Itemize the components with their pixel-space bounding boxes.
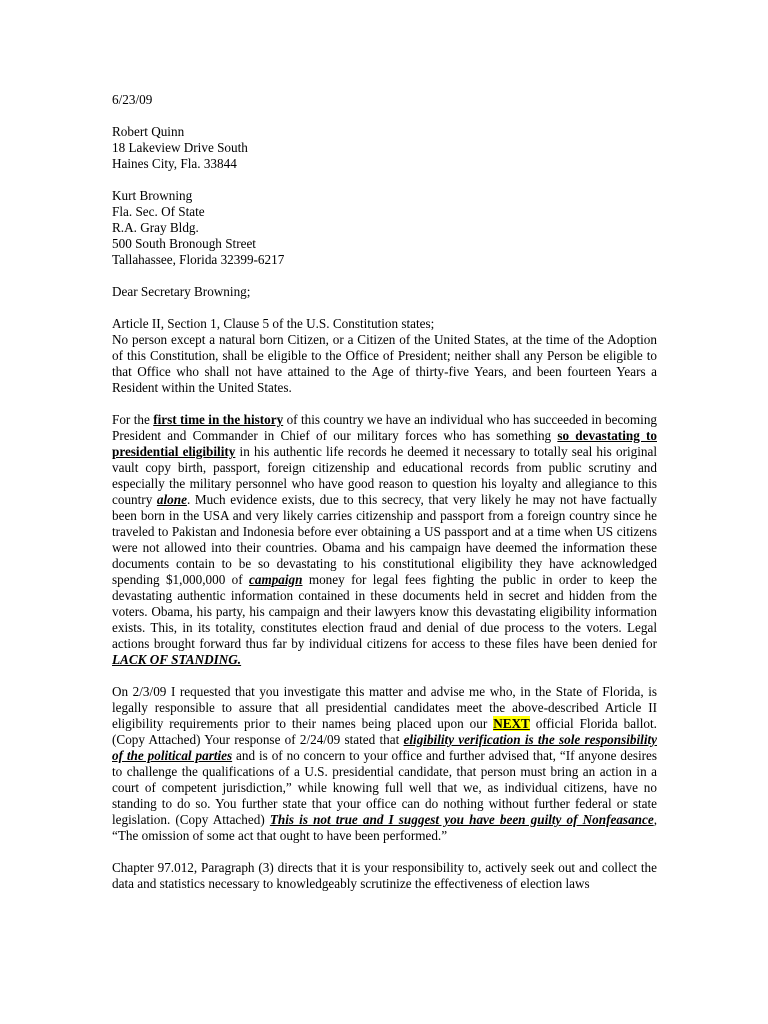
recipient-city: Tallahassee, Florida 32399-6217 — [112, 252, 285, 267]
p1-text-4: . Much evidence exists, due to this secrecy, that very likely he may not have factually been born in the USA and very likely carries citizenship and passport from a foreign country since he traveled to Pakistan and Indonesia before ever obtaining a US passport and at a time when US citizens were not allowed into their countries. Obama and his campaign have deemed the information these documents contain to be so devastating to his constitutional eligibility they have acknowledged spending $1,000,000 of — [112, 492, 657, 587]
sender-address — [112, 124, 657, 172]
quote-heading: Article II, Section 1, Clause 5 of the U.S. Constitution states; — [112, 316, 435, 331]
p3-text: Chapter 97.012, Paragraph (3) directs that it is your responsibility to, actively seek out and collect the data and statistics necessary to knowledgeably scrutinize the effectiveness of election laws — [112, 860, 657, 891]
p2-text-4: , “The omission of some act that ought to have been performed.” — [112, 812, 657, 843]
p2-emphasis-3: This is not true and I suggest you have been guilty of Nonfeasance — [269, 812, 654, 827]
recipient-name: Kurt Browning — [112, 188, 193, 203]
p2-text-1: On 2/3/09 I requested that you investigate this matter and advise me who, in the State of Florida, is legally responsible to assure that all presidential candidates meet the above-described Article II eligibility requirements prior to their names being placed upon our — [112, 684, 657, 731]
p1-text-3: in his authentic life records he deemed it necessary to totally seal his original vault copy birth, passport, foreign citizenship and educational records from public scrutiny and especially the military personnel who have good reason to question his loyalty and allegiance to this country — [112, 444, 657, 507]
p1-emphasis-1: first time in the history — [153, 412, 284, 427]
constitution-quote — [112, 316, 657, 396]
p1-text-1: For the — [112, 412, 154, 427]
p2-highlight-next: NEXT — [493, 716, 530, 731]
p2-emphasis-2: eligibility verification is the sole responsibility of the political parties — [112, 732, 658, 763]
letter-page — [112, 92, 657, 908]
p1-emphasis-4: campaign — [249, 572, 303, 587]
p2-text-2: official Florida ballot. (Copy Attached) Your response of 2/24/09 stated that — [112, 716, 657, 747]
letter-date — [112, 92, 657, 108]
recipient-building: R.A. Gray Bldg. — [112, 220, 199, 235]
recipient-street: 500 South Bronough Street — [112, 236, 256, 251]
sender-city: Haines City, Fla. 33844 — [112, 156, 237, 171]
salutation-text: Dear Secretary Browning; — [112, 284, 251, 299]
p2-text-3: and is of no concern to your office and further advised that, “If anyone desires to challenge the qualifications of a U.S. presidential candidate, that person must bring an action in a court of competent jurisdiction,” while knowing full well that we, as individual citizens, have no standing to do so. You further state that your office can do nothing without further federal or state legislation. (Copy Attached) — [112, 748, 657, 827]
date-text: 6/23/09 — [112, 92, 153, 107]
quote-text: No person except a natural born Citizen, or a Citizen of the United States, at the time of the Adoption of this Constitution, shall be eligible to the Office of President; neither shall any Person be eligible to that Office who shall not have attained to the Age of thirty-five Years, and been fourteen Years a Resident within the United States. — [112, 332, 657, 395]
recipient-title: Fla. Sec. Of State — [112, 204, 205, 219]
sender-street: 18 Lakeview Drive South — [112, 140, 248, 155]
p1-text-2: of this country we have an individual who has succeeded in becoming President and Commander in Chief of our military forces who has something — [112, 412, 658, 443]
p1-emphasis-2: so devastating to presidential eligibility — [112, 428, 657, 459]
p1-emphasis-3: alone — [156, 492, 187, 507]
sender-name: Robert Quinn — [112, 124, 185, 139]
p1-emphasis-5: LACK OF STANDING. — [112, 652, 242, 667]
recipient-address — [112, 188, 657, 268]
salutation — [112, 284, 657, 300]
paragraph-2 — [112, 684, 657, 844]
paragraph-3 — [112, 860, 657, 892]
p1-text-5: money for legal fees fighting the public in order to keep the devastating authentic information contained in these documents held in secret and hidden from the voters. Obama, his party, his campaign and their lawyers know this devastating eligibility information exists. This, in its totality, constitutes election fraud and denial of due process to the voters. Legal actions brought forward thus far by individual citizens for access to these files have been denied for — [112, 572, 657, 651]
paragraph-1 — [112, 412, 657, 668]
